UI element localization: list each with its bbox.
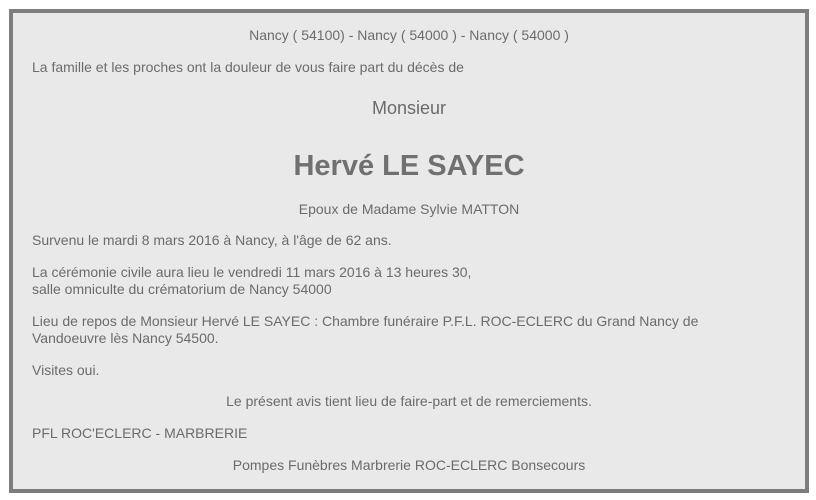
resting-place-line-2: Vandoeuvre lès Nancy 54500. [32,330,219,346]
funeral-home-line: Pompes Funèbres Marbrerie ROC-ECLERC Bonsecours [232,457,586,473]
thanks-line: Le présent avis tient lieu de faire-part et de remerciements. [226,393,592,409]
ceremony-line-1: La cérémonie civile aura lieu le vendredi 11 mars 2016 à 13 heures 30, [32,264,472,280]
intro-text: La famille et les proches ont la douleur de vous faire part du décès de [32,59,464,75]
visits-line: Visites oui. [32,362,100,378]
honorific: Monsieur [371,98,447,118]
spouse-line: Epoux de Madame Sylvie MATTON [298,201,520,217]
locations-line: Nancy ( 54100) - Nancy ( 54000 ) - Nancy ( 54000 ) [249,27,569,43]
death-notice-card [9,9,809,493]
ceremony-line-2: salle omniculte du crématorium de Nancy 54000 [32,281,332,297]
resting-place-line-1: Lieu de repos de Monsieur Hervé LE SAYEC : Chambre funéraire P.F.L. ROC-ECLERC du Grand Nancy de [32,313,699,329]
death-details: Survenu le mardi 8 mars 2016 à Nancy, à l'âge de 62 ans. [32,232,392,248]
deceased-name: Hervé LE SAYEC [293,150,525,182]
company-line: PFL ROC'ECLERC - MARBRERIE [32,425,248,441]
